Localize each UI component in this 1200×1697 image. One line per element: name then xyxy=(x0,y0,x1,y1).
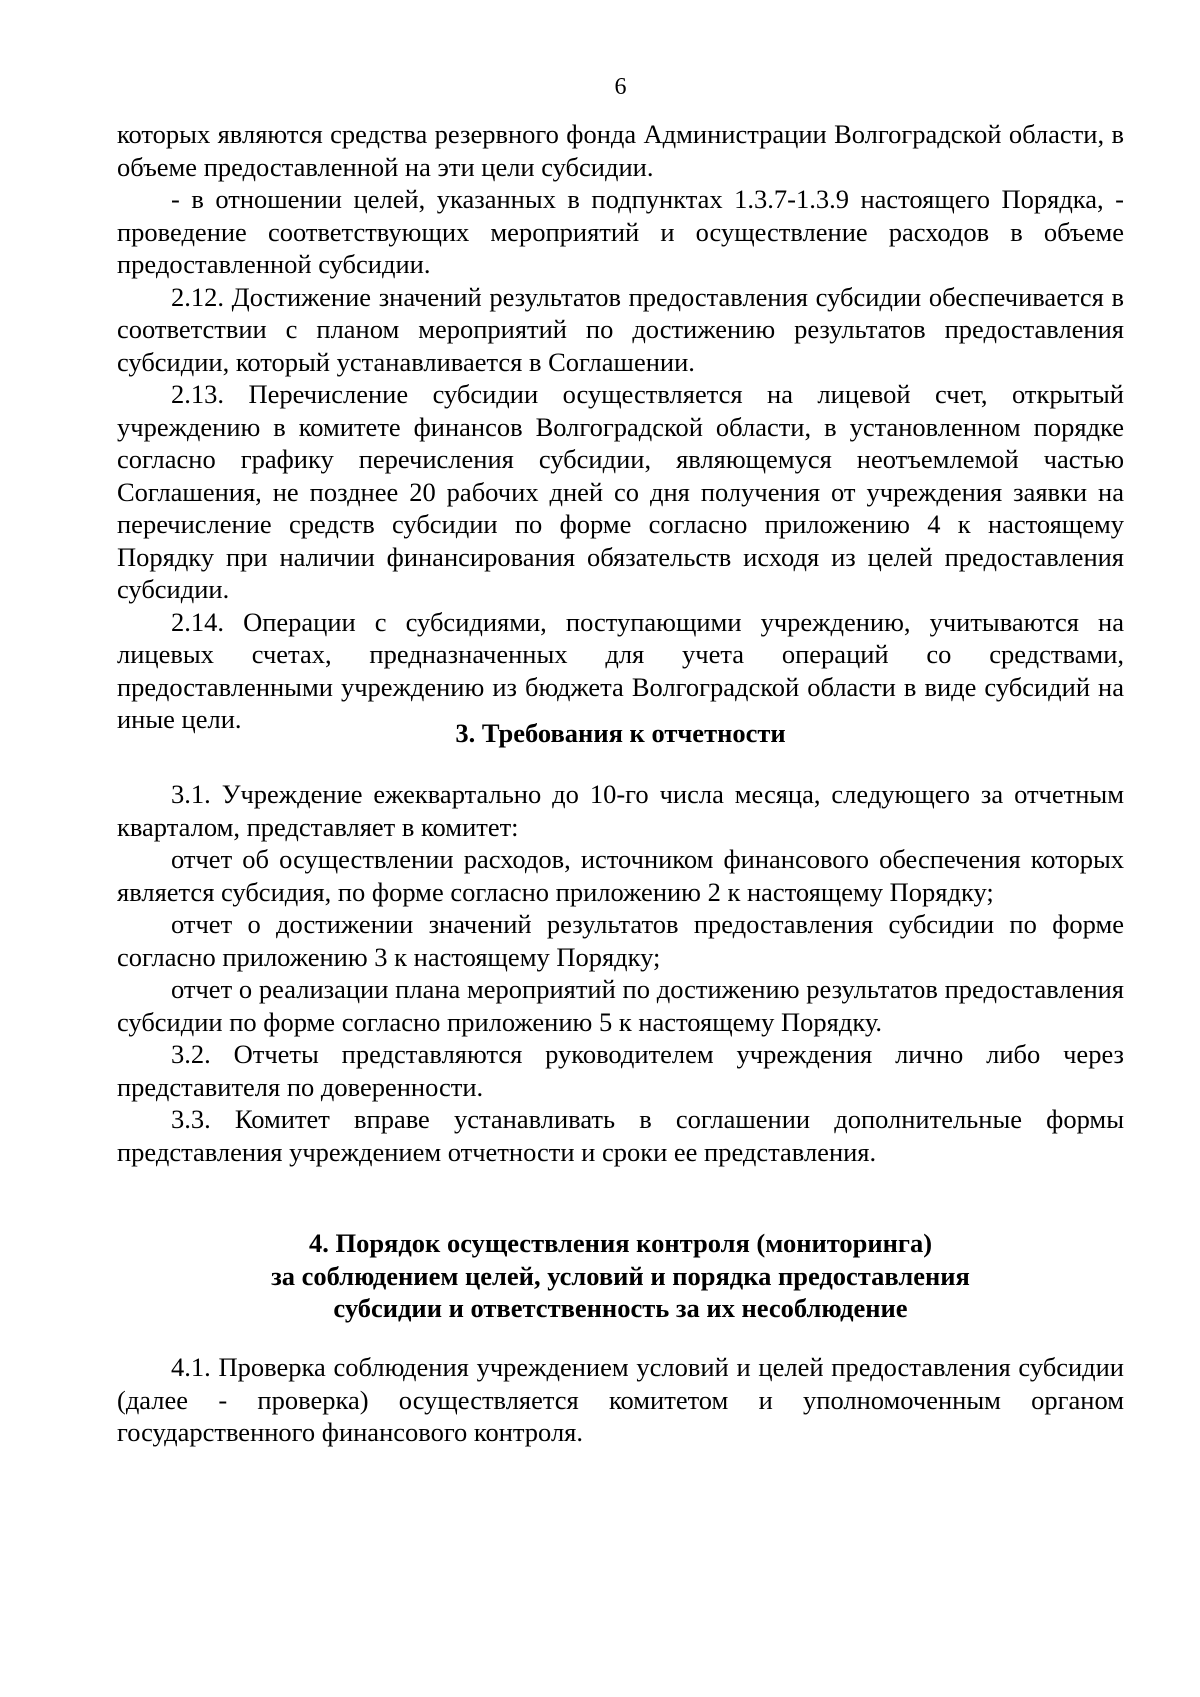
paragraph-3-3: 3.3. Комитет вправе устанавливать в соглашении дополнительные формы представления учреждением отчетности и сроки ее представления. xyxy=(117,1104,1124,1167)
section-4-body xyxy=(117,1351,1124,1449)
section-4-heading-line-1: 4. Порядок осуществления контроля (мониторинга) xyxy=(308,1228,933,1258)
section-4-heading-block xyxy=(117,1227,1124,1325)
section-3-heading-block xyxy=(117,717,1124,750)
paragraph-3-2: 3.2. Отчеты представляются руководителем учреждения лично либо через представителя по доверенности. xyxy=(117,1039,1124,1102)
paragraph-continuation: которых являются средства резервного фонда Администрации Волгоградской области, в объеме предоставленной на эти цели субсидии. xyxy=(117,119,1124,182)
paragraph-report-plan: отчет о реализации плана мероприятий по достижению результатов предоставления субсидии по форме согласно приложению 5 к настоящему Порядку. xyxy=(117,974,1124,1037)
section-4-heading-line-3: субсидии и ответственность за их несоблюдение xyxy=(333,1293,908,1323)
page-number: 6 xyxy=(614,74,627,100)
section-2-continuation xyxy=(117,118,1124,736)
paragraph-4-1: 4.1. Проверка соблюдения учреждением условий и целей предоставления субсидии (далее - проверка) осуществляется комитетом и уполномоченным органом государственного финансового контроля. xyxy=(117,1352,1124,1447)
paragraph-2-14: 2.14. Операции с субсидиями, поступающими учреждению, учитываются на лицевых счетах, предназначенных для учета операций со средствами, предоставленными учреждению из бюджета Волгоградской области в виде субсидий на иные цели. xyxy=(117,606,1124,734)
section-4-heading-line-2: за соблюдением целей, условий и порядка предоставления xyxy=(271,1260,970,1291)
paragraph-subitem: - в отношении целей, указанных в подпунктах 1.3.7-1.3.9 настоящего Порядка, - проведение соответствующих мероприятий и осуществление расходов в объеме предоставленной субсидии. xyxy=(117,184,1124,279)
paragraph-2-12: 2.12. Достижение значений результатов предоставления субсидии обеспечивается в соответствии с планом мероприятий по достижению результатов предоставления субсидии, который устанавливается в Соглашении. xyxy=(117,281,1124,377)
paragraph-report-expenses: отчет об осуществлении расходов, источником финансового обеспечения которых является субсидия, по форме согласно приложению 2 к настоящему Порядку; xyxy=(117,844,1124,907)
section-3-body xyxy=(117,778,1124,1168)
paragraph-3-1: 3.1. Учреждение ежеквартально до 10-го числа месяца, следующего за отчетным кварталом, представляет в комитет: xyxy=(117,779,1124,842)
paragraph-report-results: отчет о достижении значений результатов предоставления субсидии по форме согласно приложению 3 к настоящему Порядку; xyxy=(117,909,1124,972)
paragraph-2-13: 2.13. Перечисление субсидии осуществляется на лицевой счет, открытый учреждению в комитете финансов Волгоградской области, в установленном порядке согласно графику перечисления субсидии, являющемуся неотъемлемой частью Соглашения, не позднее 20 рабочих дней со дня получения от учреждения заявки на перечисление средств субсидии по форме согласно приложению 4 к настоящему Порядку при наличии финансирования обязательств исходя из целей предоставления субсидии. xyxy=(117,379,1124,604)
section-3-heading: 3. Требования к отчетности xyxy=(455,718,786,748)
